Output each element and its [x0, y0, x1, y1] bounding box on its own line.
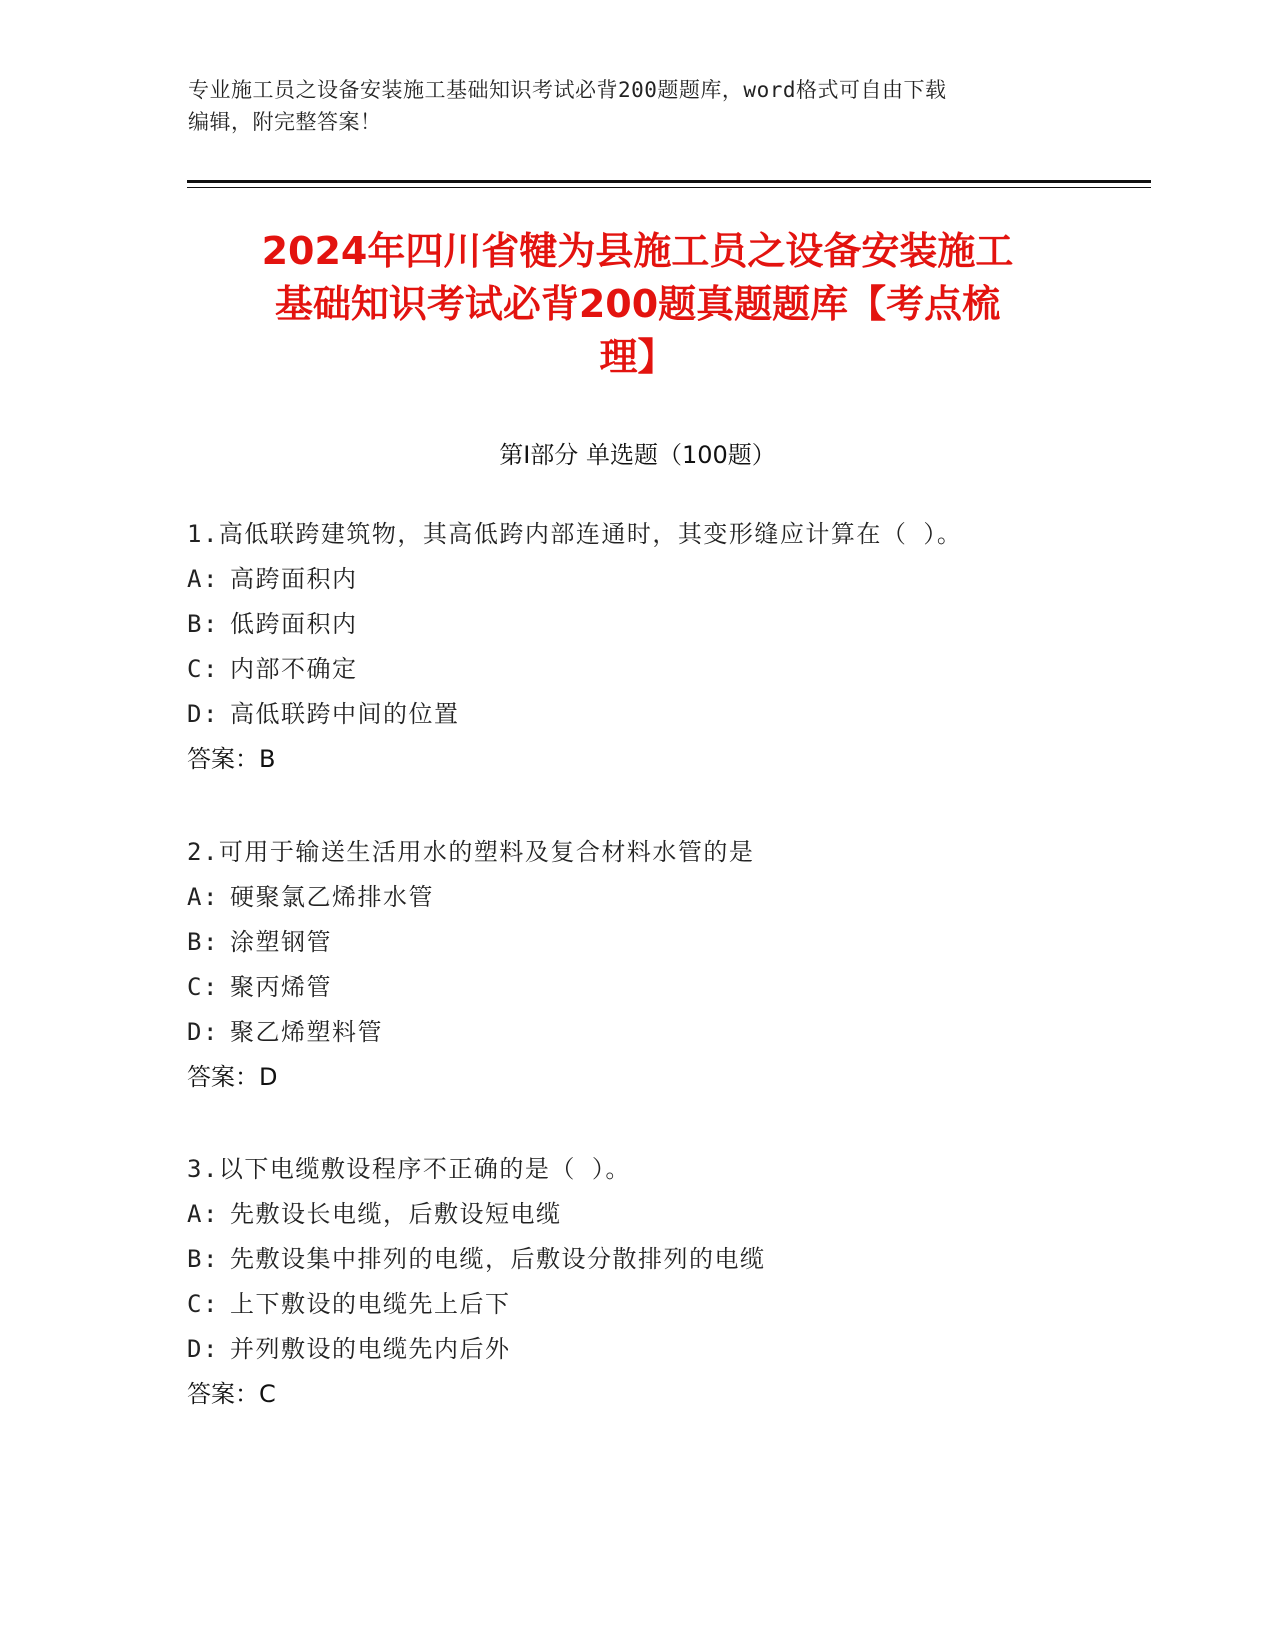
option-letter: D: — [187, 1335, 219, 1363]
answer-line: 答案：B — [187, 745, 276, 773]
option-b — [187, 602, 1137, 647]
document-title-line-3: 理】 — [599, 335, 676, 379]
option-text: 低跨面积内 — [230, 610, 358, 638]
option-letter: C: — [187, 655, 219, 683]
answer-line: 答案：C — [187, 1380, 276, 1408]
option-letter: A: — [187, 883, 219, 911]
option-text: 聚丙烯管 — [230, 973, 332, 1001]
option-d — [187, 1327, 1137, 1372]
header-note-line-2: 编辑，附完整答案！ — [188, 110, 382, 134]
option-letter: D: — [187, 1018, 219, 1046]
section-heading: 第Ⅰ部分 单选题（100题） — [499, 441, 776, 469]
option-letter: B: — [187, 1245, 219, 1273]
question-3 — [187, 1147, 1137, 1417]
option-a — [187, 1192, 1137, 1237]
option-text: 高跨面积内 — [230, 565, 358, 593]
question-1 — [187, 512, 1137, 782]
option-text: 先敷设长电缆，后敷设短电缆 — [230, 1200, 562, 1228]
question-stem: 1.高低联跨建筑物，其高低跨内部连通时，其变形缝应计算在（ ）。 — [187, 520, 963, 548]
header-divider-thick — [187, 180, 1151, 183]
option-d — [187, 692, 1137, 737]
question-2 — [187, 830, 1137, 1100]
option-text: 高低联跨中间的位置 — [230, 700, 460, 728]
option-text: 上下敷设的电缆先上后下 — [230, 1290, 511, 1318]
document-title-line-2: 基础知识考试必背200题真题题库【考点梳 — [274, 282, 1001, 326]
option-letter: B: — [187, 928, 219, 956]
option-c — [187, 647, 1137, 692]
option-a — [187, 875, 1137, 920]
option-d — [187, 1010, 1137, 1055]
option-letter: A: — [187, 1200, 219, 1228]
option-text: 聚乙烯塑料管 — [230, 1018, 383, 1046]
option-text: 内部不确定 — [230, 655, 358, 683]
option-a — [187, 557, 1137, 602]
option-c — [187, 965, 1137, 1010]
option-letter: C: — [187, 973, 219, 1001]
option-letter: B: — [187, 610, 219, 638]
option-letter: D: — [187, 700, 219, 728]
header-note-line-1: 专业施工员之设备安装施工基础知识考试必背200题题库，word格式可自由下载 — [188, 78, 947, 102]
option-text: 硬聚氯乙烯排水管 — [230, 883, 434, 911]
option-text: 先敷设集中排列的电缆，后敷设分散排列的电缆 — [230, 1245, 766, 1273]
option-text: 并列敷设的电缆先内后外 — [230, 1335, 511, 1363]
document-title-line-1: 2024年四川省犍为县施工员之设备安装施工 — [261, 229, 1014, 273]
option-b — [187, 920, 1137, 965]
option-letter: A: — [187, 565, 219, 593]
document-title — [160, 225, 1115, 384]
header-divider-thin — [187, 187, 1151, 188]
option-b — [187, 1237, 1137, 1282]
header-note — [188, 74, 1088, 138]
option-text: 涂塑钢管 — [230, 928, 332, 956]
question-stem: 3.以下电缆敷设程序不正确的是（ ）。 — [187, 1155, 631, 1183]
answer-line: 答案：D — [187, 1063, 278, 1091]
option-c — [187, 1282, 1137, 1327]
question-stem: 2.可用于输送生活用水的塑料及复合材料水管的是 — [187, 838, 755, 866]
option-letter: C: — [187, 1290, 219, 1318]
